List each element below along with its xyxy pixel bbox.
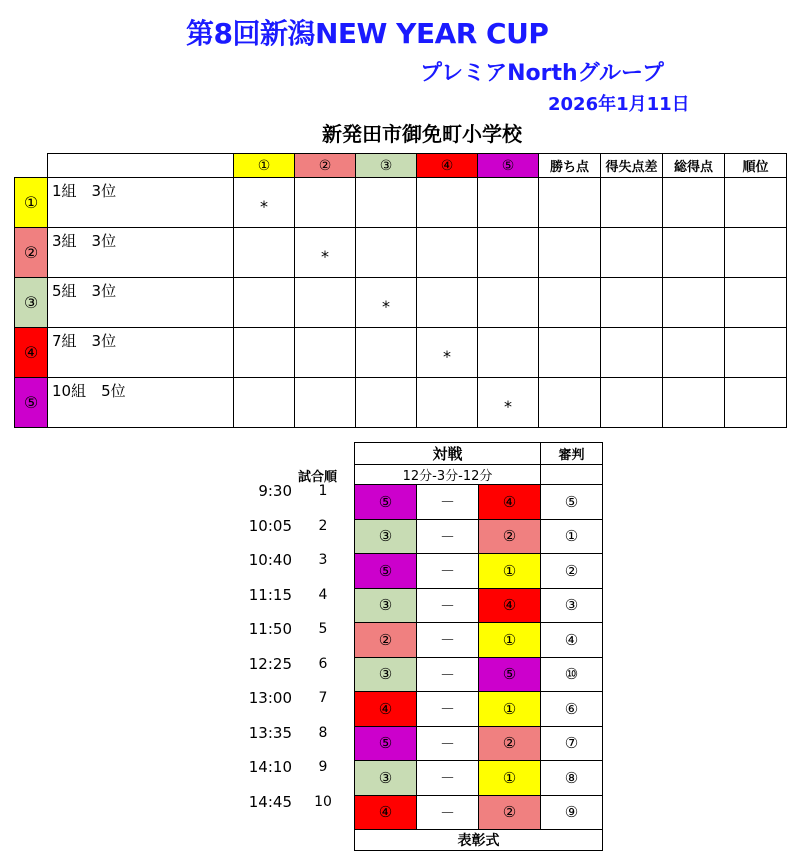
goal-diff-cell (601, 178, 663, 228)
home-team: ③ (355, 761, 417, 796)
match-number: 7 (318, 690, 328, 706)
match-time: 11:50 (248, 620, 292, 638)
standings-row (15, 278, 787, 328)
col-header-3: ③ (356, 154, 417, 178)
match-number: 9 (318, 759, 328, 775)
team-number: ② (15, 228, 48, 278)
match-time: 13:35 (248, 723, 292, 742)
match-number: 10 (314, 793, 332, 810)
self-match-cell: * (478, 378, 539, 428)
group-subtitle: プレミアNorthグループ (420, 61, 664, 86)
referee-team: ⑥ (541, 692, 603, 727)
match-number: 8 (318, 724, 328, 741)
goal-diff-cell (601, 228, 663, 278)
standings-row (15, 378, 787, 428)
standings-row (15, 228, 787, 278)
team-number: ④ (15, 328, 48, 378)
team-name: 3組 3位 (48, 228, 234, 278)
home-team: ② (355, 623, 417, 658)
team-name: 7組 3位 (48, 328, 234, 378)
result-cell (295, 328, 356, 378)
versus-dash: － (417, 623, 479, 658)
result-cell (417, 278, 478, 328)
result-cell (478, 228, 539, 278)
points-cell (539, 378, 601, 428)
match-time: 9:30 (258, 482, 292, 500)
match-header: 対戦 (355, 443, 541, 465)
col-header-2: ② (295, 154, 356, 178)
match-order-label: 試合順 (298, 470, 338, 485)
total-goals-cell (663, 278, 725, 328)
format-row (355, 465, 603, 485)
versus-dash: － (417, 588, 479, 623)
col-header-goal-diff: 得失点差 (601, 154, 663, 178)
match-row (355, 795, 603, 830)
standings-row (15, 178, 787, 228)
match-time: 10:40 (248, 551, 292, 569)
standings-table (14, 153, 787, 428)
schedule-header-row (355, 443, 603, 465)
rank-cell (725, 178, 787, 228)
rank-cell (725, 328, 787, 378)
venue-name: 新発田市御免町小学校 (322, 122, 522, 146)
match-row (355, 692, 603, 727)
referee-team: ① (541, 519, 603, 554)
match-number: 5 (318, 621, 328, 637)
away-team: ① (479, 761, 541, 796)
versus-dash: － (417, 657, 479, 692)
versus-dash: － (417, 519, 479, 554)
match-row (355, 519, 603, 554)
match-number: 6 (318, 655, 328, 672)
home-team: ③ (355, 519, 417, 554)
team-number: ⑤ (15, 378, 48, 428)
referee-team: ⑩ (541, 657, 603, 692)
event-date: 2026年1月11日 (548, 94, 690, 115)
match-row (355, 623, 603, 658)
points-cell (539, 178, 601, 228)
versus-dash: － (417, 726, 479, 761)
referee-header: 審判 (541, 443, 603, 465)
referee-team: ⑤ (541, 485, 603, 520)
versus-dash: － (417, 692, 479, 727)
self-match-cell: * (356, 278, 417, 328)
match-number: 1 (318, 483, 328, 499)
away-team: ⑤ (479, 657, 541, 692)
match-time: 10:05 (248, 516, 292, 535)
match-time: 11:15 (248, 585, 292, 604)
goal-diff-cell (601, 378, 663, 428)
team-header-cell (48, 154, 234, 178)
result-cell (234, 328, 295, 378)
versus-dash: － (417, 554, 479, 589)
rank-cell (725, 378, 787, 428)
col-header-points: 勝ち点 (539, 154, 601, 178)
total-goals-cell (663, 178, 725, 228)
ceremony-row (355, 830, 603, 851)
self-match-cell: * (295, 228, 356, 278)
rank-cell (725, 228, 787, 278)
away-team: ① (479, 692, 541, 727)
col-header-4: ④ (417, 154, 478, 178)
event-title: 第8回新潟NEW YEAR CUP (186, 17, 549, 50)
result-cell (295, 178, 356, 228)
referee-team: ⑨ (541, 795, 603, 830)
match-row (355, 726, 603, 761)
home-team: ⑤ (355, 554, 417, 589)
team-name: 10組 5位 (48, 378, 234, 428)
home-team: ⑤ (355, 726, 417, 761)
result-cell (417, 178, 478, 228)
result-cell (295, 378, 356, 428)
points-cell (539, 328, 601, 378)
home-team: ⑤ (355, 485, 417, 520)
match-row (355, 761, 603, 796)
points-cell (539, 278, 601, 328)
team-number: ③ (15, 278, 48, 328)
result-cell (234, 278, 295, 328)
award-ceremony: 表彰式 (355, 830, 603, 851)
match-row (355, 657, 603, 692)
col-header-rank: 順位 (725, 154, 787, 178)
match-time: 13:00 (248, 689, 292, 707)
total-goals-cell (663, 378, 725, 428)
result-cell (295, 278, 356, 328)
away-team: ② (479, 726, 541, 761)
team-name: 5組 3位 (48, 278, 234, 328)
points-cell (539, 228, 601, 278)
total-goals-cell (663, 328, 725, 378)
team-name: 1組 3位 (48, 178, 234, 228)
col-header-1: ① (234, 154, 295, 178)
result-cell (356, 328, 417, 378)
away-team: ① (479, 554, 541, 589)
result-cell (478, 278, 539, 328)
result-cell (478, 178, 539, 228)
team-number: ① (15, 178, 48, 228)
versus-dash: － (417, 795, 479, 830)
col-header-total-goals: 総得点 (663, 154, 725, 178)
col-header-5: ⑤ (478, 154, 539, 178)
versus-dash: － (417, 761, 479, 796)
goal-diff-cell (601, 278, 663, 328)
match-row (355, 485, 603, 520)
home-team: ③ (355, 657, 417, 692)
total-goals-cell (663, 228, 725, 278)
match-number: 2 (318, 517, 328, 534)
referee-team: ⑦ (541, 726, 603, 761)
standings-header-row (15, 154, 787, 178)
away-team: ② (479, 519, 541, 554)
referee-team: ③ (541, 588, 603, 623)
match-time: 14:45 (248, 792, 292, 811)
result-cell (356, 378, 417, 428)
home-team: ④ (355, 795, 417, 830)
self-match-cell: * (234, 178, 295, 228)
home-team: ④ (355, 692, 417, 727)
rank-cell (725, 278, 787, 328)
match-row (355, 588, 603, 623)
match-time: 14:10 (248, 758, 292, 776)
result-cell (417, 228, 478, 278)
away-team: ④ (479, 588, 541, 623)
match-format: 12分-3分-12分 (355, 465, 541, 485)
result-cell (478, 328, 539, 378)
match-number: 4 (318, 586, 328, 603)
self-match-cell: * (417, 328, 478, 378)
versus-dash: － (417, 485, 479, 520)
schedule-table (354, 442, 603, 851)
referee-team: ④ (541, 623, 603, 658)
result-cell (356, 228, 417, 278)
result-cell (356, 178, 417, 228)
goal-diff-cell (601, 328, 663, 378)
format-empty-cell (541, 465, 603, 485)
match-time: 12:25 (248, 654, 292, 673)
referee-team: ② (541, 554, 603, 589)
match-number: 3 (318, 552, 328, 568)
result-cell (234, 228, 295, 278)
corner-cell (15, 154, 48, 178)
result-cell (417, 378, 478, 428)
match-row (355, 554, 603, 589)
away-team: ④ (479, 485, 541, 520)
result-cell (234, 378, 295, 428)
away-team: ② (479, 795, 541, 830)
home-team: ③ (355, 588, 417, 623)
standings-row (15, 328, 787, 378)
referee-team: ⑧ (541, 761, 603, 796)
away-team: ① (479, 623, 541, 658)
